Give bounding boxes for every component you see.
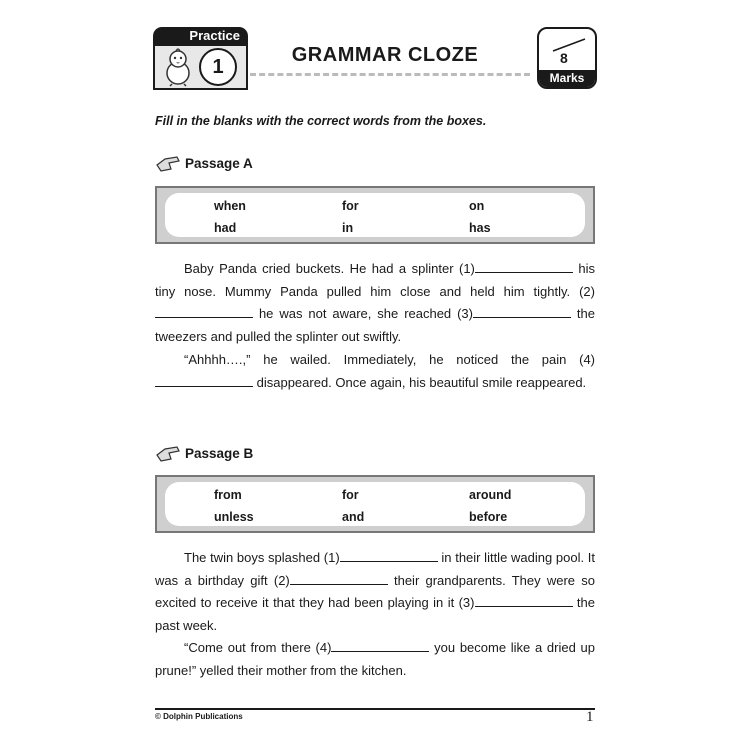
passage-text: the tweezers and pulled the splinter out swiftly. — [155, 306, 595, 344]
word-option: before — [469, 510, 508, 524]
blank-1[interactable] — [340, 548, 438, 562]
publisher-credit: © Dolphin Publications — [155, 712, 243, 721]
passage-a-word-box — [155, 186, 595, 244]
header-divider — [250, 73, 530, 76]
hand-pointer-icon — [155, 153, 181, 173]
word-option: from — [214, 488, 242, 502]
word-option: had — [214, 221, 237, 235]
passage-text: their grandparents. They were so excited to receive it that they had been playing in it (3) — [155, 572, 595, 610]
page-number: 1 — [586, 709, 594, 725]
practice-number: 1 — [199, 48, 237, 86]
marks-total: 8 — [560, 50, 568, 66]
passage-b-paragraph-1 — [155, 547, 595, 637]
word-option: has — [469, 221, 491, 235]
passage-text: you become like a dried up prune!” yelled their mother from the kitchen. — [155, 640, 596, 678]
blank-2[interactable] — [290, 571, 388, 585]
blank-4[interactable] — [155, 373, 253, 387]
word-option: and — [342, 510, 365, 524]
passage-b-title: Passage B — [185, 446, 254, 461]
passage-text: in their little wading pool. It was a birthday gift (2) — [155, 550, 595, 588]
passage-b-word-box — [155, 475, 595, 533]
passage-text: he was not aware, she reached (3) — [258, 306, 473, 321]
footer-divider — [155, 708, 595, 710]
blank-3[interactable] — [475, 593, 573, 607]
word-option: on — [469, 199, 485, 213]
blank-1[interactable] — [475, 259, 573, 273]
word-option: in — [342, 221, 354, 235]
word-option: when — [214, 199, 246, 213]
passage-text: Baby Panda cried buckets. He had a splinter (1) — [184, 261, 475, 276]
practice-tab: Practice — [153, 27, 248, 44]
word-option: for — [342, 199, 359, 213]
page-title: GRAMMAR CLOZE — [291, 44, 479, 66]
passage-a-title: Passage A — [185, 156, 253, 171]
passage-text: his tiny nose. Mummy Panda pulled him close and held him tightly. (2) — [155, 261, 595, 299]
blank-2[interactable] — [155, 304, 253, 318]
word-option: around — [469, 488, 512, 502]
passage-b-paragraph-2 — [155, 637, 595, 682]
blank-3[interactable] — [473, 304, 571, 318]
word-option: for — [342, 488, 359, 502]
marks-slash-icon — [549, 35, 589, 55]
passage-a-paragraph-2 — [155, 349, 595, 394]
passage-text: The twin boys splashed (1) — [184, 550, 340, 565]
word-option: unless — [214, 510, 254, 524]
passage-text: the past week. — [155, 595, 595, 633]
passage-text: “Ahhhh….,” he wailed. Immediately, he noticed the pain (4) — [184, 352, 595, 367]
hand-pointer-icon — [155, 443, 181, 463]
marks-label: Marks — [539, 70, 595, 87]
passage-a-paragraph-1 — [155, 258, 595, 348]
passage-text: disappeared. Once again, his beautiful smile reappeared. — [256, 374, 587, 390]
instruction-text: Fill in the blanks with the correct words from the boxes. — [155, 114, 487, 128]
passage-text: “Come out from there (4) — [184, 640, 332, 655]
blank-4[interactable] — [331, 638, 429, 652]
chick-mascot-icon — [159, 47, 197, 87]
